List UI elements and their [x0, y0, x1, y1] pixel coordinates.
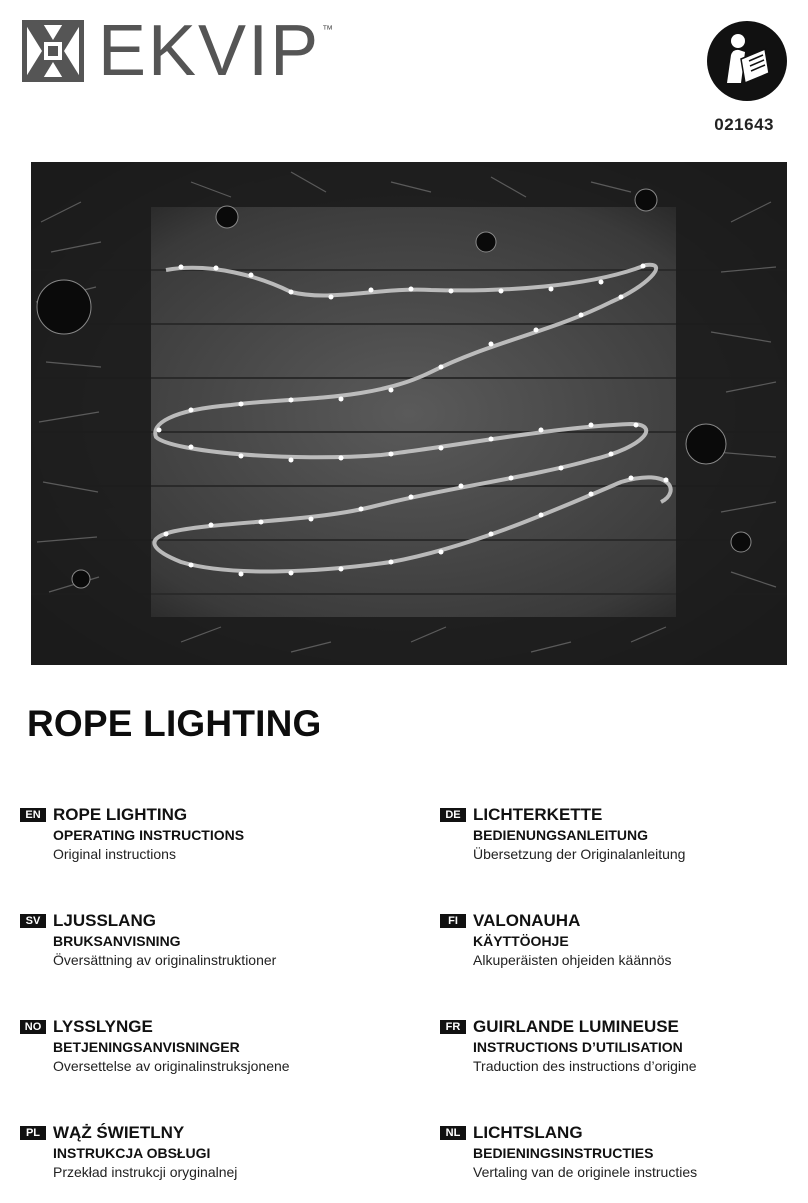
language-title: GUIRLANDE LUMINEUSE [473, 1017, 679, 1036]
language-badge: FR [440, 1020, 466, 1034]
language-subtitle: BEDIENUNGSANLEITUNG [473, 827, 649, 843]
language-title: WĄŻ ŚWIETLNY [53, 1123, 185, 1142]
language-note: Original instructions [53, 846, 176, 862]
ekvip-logo-icon [22, 20, 84, 82]
language-note: Alkuperäisten ohjeiden käännös [473, 952, 672, 968]
trademark-symbol: ™ [322, 24, 334, 36]
read-manual-icon [707, 21, 787, 101]
language-subtitle: KÄYTTÖOHJE [473, 933, 569, 949]
rope-light-photo-icon [31, 162, 787, 665]
language-subtitle: INSTRUCTIONS D’UTILISATION [473, 1039, 683, 1055]
brand-logo [22, 11, 334, 91]
language-note: Vertaling van de originele instructies [473, 1164, 698, 1180]
language-title: LICHTERKETTE [473, 805, 603, 824]
language-badge: DE [440, 808, 466, 822]
language-title: VALONAUHA [473, 911, 581, 930]
language-title: LICHTSLANG [473, 1123, 583, 1142]
language-subtitle: BETJENINGSANVISNINGER [53, 1039, 240, 1055]
language-block-fr [440, 1017, 800, 1074]
language-subtitle: INSTRUKCJA OBSŁUGI [53, 1145, 211, 1161]
language-block-fi [440, 911, 800, 968]
language-badge: FI [440, 914, 466, 928]
language-title: ROPE LIGHTING [53, 805, 188, 824]
language-note: Oversettelse av originalinstruksjonene [53, 1058, 290, 1074]
language-title: LYSSLYNGE [53, 1017, 153, 1036]
brand-name: EKVIP [98, 11, 321, 91]
language-block-sv [20, 911, 380, 968]
language-block-en [20, 805, 380, 862]
main-title: ROPE LIGHTING [27, 703, 322, 744]
hero-image [31, 162, 787, 665]
language-note: Översättning av originalinstruktioner [53, 952, 277, 968]
product-code: 021643 [714, 115, 774, 134]
language-note: Przekład instrukcji oryginalnej [53, 1164, 238, 1180]
language-note: Traduction des instructions d’origine [473, 1058, 697, 1074]
language-badge: NL [440, 1126, 466, 1140]
language-note: Übersetzung der Originalanleitung [473, 846, 686, 862]
language-subtitle: OPERATING INSTRUCTIONS [53, 827, 245, 843]
language-subtitle: BRUKSANVISNING [53, 933, 181, 949]
language-badge: PL [20, 1126, 46, 1140]
language-block-de [440, 805, 800, 862]
language-badge: EN [20, 808, 46, 822]
language-title: LJUSSLANG [53, 911, 156, 930]
language-subtitle: BEDIENINGSINSTRUCTIES [473, 1145, 654, 1161]
language-block-pl [20, 1123, 380, 1180]
language-badge: SV [20, 914, 46, 928]
language-block-nl [440, 1123, 800, 1180]
language-badge: NO [20, 1020, 46, 1034]
language-block-no [20, 1017, 380, 1074]
